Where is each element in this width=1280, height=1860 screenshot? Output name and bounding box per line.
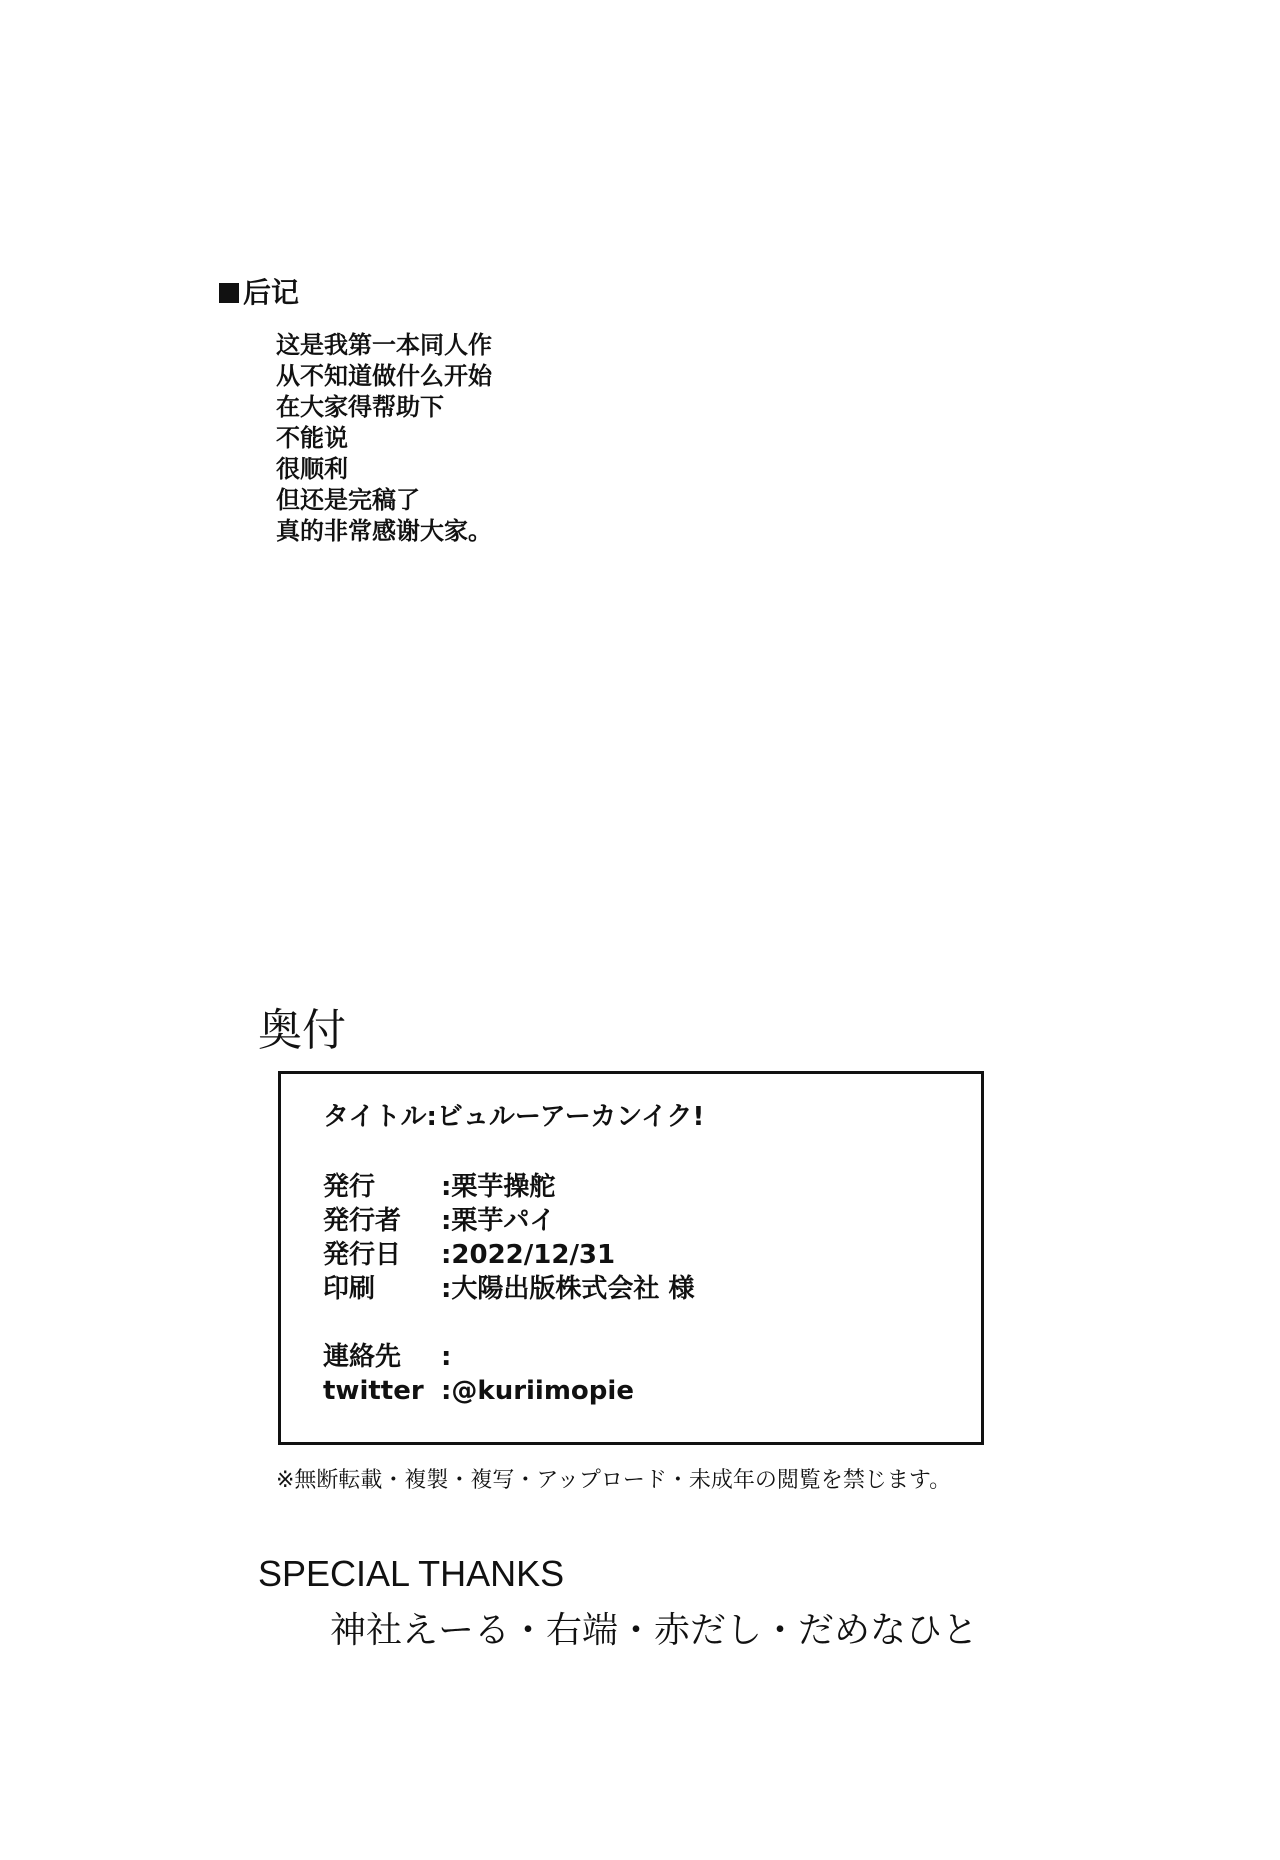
afterword-line: 不能说 bbox=[276, 424, 348, 452]
colophon-row-key: twitter bbox=[323, 1376, 424, 1406]
colophon-row-contact bbox=[323, 1340, 451, 1374]
colophon-box bbox=[278, 1071, 984, 1445]
afterword-line: 很顺利 bbox=[276, 455, 348, 483]
afterword-lines bbox=[276, 330, 492, 547]
special-thanks-heading: SPECIAL THANKS bbox=[258, 1553, 565, 1594]
afterword-line: 但还是完稿了 bbox=[276, 486, 420, 514]
colophon-row-value: :栗芋パイ bbox=[441, 1206, 556, 1236]
colophon-row-date bbox=[323, 1238, 615, 1272]
colophon-row-key: 連絡先 bbox=[323, 1342, 402, 1372]
colophon-row-key: 発行者 bbox=[323, 1206, 402, 1236]
afterword-line: 在大家得帮助下 bbox=[276, 393, 444, 421]
special-thanks-names: 神社えーる・右端・赤だし・だめなひと bbox=[330, 1610, 979, 1651]
colophon-row-value: :2022/12/31 bbox=[441, 1240, 616, 1270]
colophon-row-key: 印刷 bbox=[323, 1274, 376, 1304]
afterword-line: 从不知道做什么开始 bbox=[276, 362, 492, 390]
colophon-heading: 奥付 bbox=[258, 1005, 346, 1056]
afterword-heading-text: 后记 bbox=[243, 276, 300, 309]
afterword-line: 这是我第一本同人作 bbox=[276, 331, 492, 359]
copyright-notice: ※無断転載・複製・複写・アップロード・未成年の閲覧を禁じます。 bbox=[276, 1468, 952, 1493]
colophon-row-value: :栗芋操舵 bbox=[441, 1172, 556, 1202]
colophon-row-twitter bbox=[323, 1374, 634, 1408]
afterword-heading bbox=[219, 275, 299, 311]
colophon-row-value: :大陽出版株式会社 様 bbox=[441, 1274, 695, 1304]
colophon-row-value: : bbox=[441, 1342, 452, 1372]
black-square-icon bbox=[219, 283, 239, 303]
colophon-title-line: タイトル:ビュルーアーカンイク! bbox=[323, 1102, 705, 1132]
colophon-row-issuer bbox=[323, 1204, 555, 1238]
colophon-row-printer bbox=[323, 1272, 694, 1306]
afterword-line: 真的非常感谢大家。 bbox=[276, 517, 492, 545]
colophon-row-publisher bbox=[323, 1170, 555, 1204]
colophon-row-key: 発行 bbox=[323, 1172, 376, 1202]
colophon-row-key: 発行日 bbox=[323, 1240, 402, 1270]
twitter-handle: :@kuriimopie bbox=[441, 1376, 634, 1406]
